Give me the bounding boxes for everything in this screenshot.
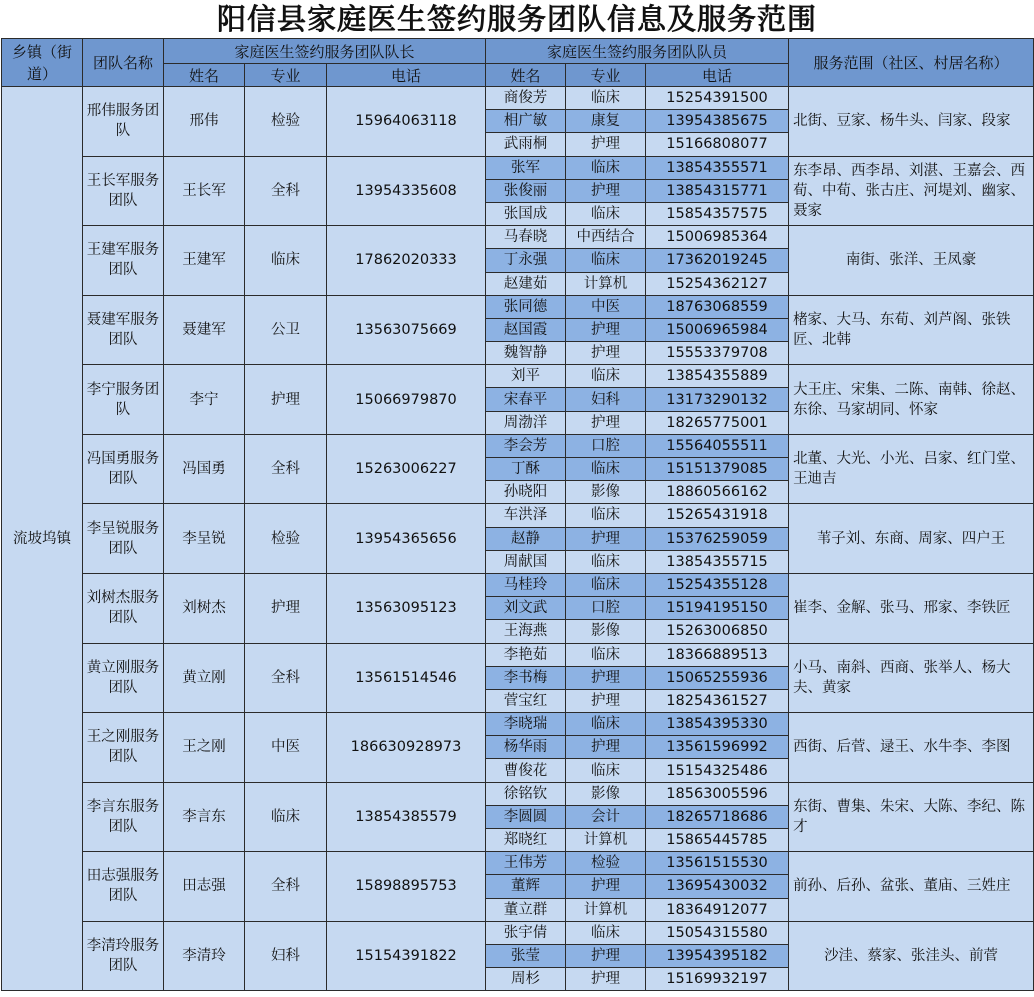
team-name-cell: 邢伟服务团队 — [83, 87, 164, 157]
member-phone-cell: 15194195150 — [646, 597, 789, 620]
member-specialty-cell: 临床 — [566, 249, 646, 272]
leader-specialty-cell: 全科 — [245, 643, 327, 713]
member-phone-cell: 15553379708 — [646, 342, 789, 365]
leader-specialty-cell: 临床 — [245, 226, 327, 296]
leader-name-cell: 李宁 — [164, 365, 245, 435]
member-phone-cell: 15154325486 — [646, 759, 789, 782]
member-name-cell: 杨华雨 — [486, 736, 566, 759]
team-name-cell: 聂建军服务团队 — [83, 295, 164, 365]
member-phone-cell: 15865445785 — [646, 829, 789, 852]
scope-cell: 南街、张洋、王凤豪 — [789, 226, 1034, 296]
member-name-cell: 赵静 — [486, 527, 566, 550]
team-name-cell: 李宁服务团队 — [83, 365, 164, 435]
team-name-cell: 冯国勇服务团队 — [83, 434, 164, 504]
member-phone-cell: 13854315771 — [646, 179, 789, 202]
member-phone-cell: 15854357575 — [646, 202, 789, 225]
member-specialty-cell: 临床 — [566, 921, 646, 944]
leader-phone-cell: 15898895753 — [327, 852, 486, 922]
header-member-group: 家庭医生签约服务团队队员 — [486, 39, 789, 64]
header-leader-group: 家庭医生签约服务团队队长 — [164, 39, 486, 64]
member-name-cell: 武雨桐 — [486, 133, 566, 156]
leader-name-cell: 聂建军 — [164, 295, 245, 365]
table-row — [2, 87, 1034, 110]
member-specialty-cell: 护理 — [566, 179, 646, 202]
team-name-cell: 李呈锐服务团队 — [83, 504, 164, 574]
member-name-cell: 赵建茹 — [486, 272, 566, 295]
header-member-phone: 电话 — [646, 64, 789, 87]
leader-phone-cell: 17862020333 — [327, 226, 486, 296]
table-row — [2, 434, 1034, 457]
scope-cell: 前孙、后孙、盆张、董庙、三姓庄 — [789, 852, 1034, 922]
header-team-name: 团队名称 — [83, 39, 164, 87]
member-phone-cell: 18860566162 — [646, 481, 789, 504]
member-phone-cell: 13854395330 — [646, 713, 789, 736]
member-phone-cell: 18563005596 — [646, 782, 789, 805]
member-specialty-cell: 计算机 — [566, 898, 646, 921]
member-phone-cell: 15065255936 — [646, 666, 789, 689]
member-name-cell: 李艳茹 — [486, 643, 566, 666]
member-name-cell: 刘文武 — [486, 597, 566, 620]
member-specialty-cell: 口腔 — [566, 434, 646, 457]
leader-specialty-cell: 临床 — [245, 782, 327, 852]
scope-cell: 北董、大光、小光、吕家、红门堂、王迪吉 — [789, 434, 1034, 504]
header-member-specialty: 专业 — [566, 64, 646, 87]
member-name-cell: 王伟芳 — [486, 852, 566, 875]
member-phone-cell: 15376259059 — [646, 527, 789, 550]
leader-specialty-cell: 护理 — [245, 573, 327, 643]
table-row — [2, 156, 1034, 179]
scope-cell: 小马、南斜、西商、张举人、杨大夫、黄家 — [789, 643, 1034, 713]
member-name-cell: 郑晓红 — [486, 829, 566, 852]
leader-phone-cell: 15964063118 — [327, 87, 486, 157]
team-name-cell: 王长军服务团队 — [83, 156, 164, 226]
scope-cell: 北街、豆家、杨牛头、闫家、段家 — [789, 87, 1034, 157]
leader-specialty-cell: 检验 — [245, 504, 327, 574]
leader-name-cell: 李清玲 — [164, 921, 245, 991]
table-row — [2, 504, 1034, 527]
member-specialty-cell: 影像 — [566, 620, 646, 643]
scope-cell: 崔李、金解、张马、邢家、李铁匠 — [789, 573, 1034, 643]
member-name-cell: 张同德 — [486, 295, 566, 318]
member-specialty-cell: 临床 — [566, 87, 646, 110]
member-phone-cell: 18265775001 — [646, 411, 789, 434]
leader-specialty-cell: 公卫 — [245, 295, 327, 365]
header-member-name: 姓名 — [486, 64, 566, 87]
member-name-cell: 商俊芳 — [486, 87, 566, 110]
member-phone-cell: 13854355889 — [646, 365, 789, 388]
member-specialty-cell: 临床 — [566, 550, 646, 573]
member-specialty-cell: 中医 — [566, 295, 646, 318]
member-specialty-cell: 临床 — [566, 365, 646, 388]
member-phone-cell: 13173290132 — [646, 388, 789, 411]
member-phone-cell: 13561596992 — [646, 736, 789, 759]
member-phone-cell: 15166808077 — [646, 133, 789, 156]
member-name-cell: 张军 — [486, 156, 566, 179]
member-name-cell: 魏智静 — [486, 342, 566, 365]
member-phone-cell: 15006965984 — [646, 318, 789, 341]
team-name-cell: 王之刚服务团队 — [83, 713, 164, 783]
leader-phone-cell: 13854385579 — [327, 782, 486, 852]
member-name-cell: 周杉 — [486, 968, 566, 991]
table-row — [2, 782, 1034, 805]
member-specialty-cell: 临床 — [566, 202, 646, 225]
member-phone-cell: 13954385675 — [646, 110, 789, 133]
scope-cell: 东李昂、西李昂、刘湛、王嘉会、西荀、中荀、张古庄、河堤刘、幽家、聂家 — [789, 156, 1034, 226]
member-specialty-cell: 护理 — [566, 944, 646, 967]
member-phone-cell: 18265718686 — [646, 805, 789, 828]
leader-name-cell: 刘树杰 — [164, 573, 245, 643]
member-name-cell: 曹俊花 — [486, 759, 566, 782]
member-name-cell: 菅宝红 — [486, 689, 566, 712]
scope-cell: 楮家、大马、东荀、刘芦阁、张铁匠、北韩 — [789, 295, 1034, 365]
scope-cell: 西街、后菅、逯王、水牛李、李图 — [789, 713, 1034, 783]
member-specialty-cell: 临床 — [566, 573, 646, 596]
member-phone-cell: 13561515530 — [646, 852, 789, 875]
member-name-cell: 李会芳 — [486, 434, 566, 457]
header-leader-phone: 电话 — [327, 64, 486, 87]
team-table — [1, 38, 1034, 991]
leader-phone-cell: 13563075669 — [327, 295, 486, 365]
leader-specialty-cell: 中医 — [245, 713, 327, 783]
scope-cell: 大王庄、宋集、二陈、南韩、徐赵、东徐、马家胡同、怀家 — [789, 365, 1034, 435]
member-phone-cell: 15564055511 — [646, 434, 789, 457]
table-row — [2, 852, 1034, 875]
member-phone-cell: 15151379085 — [646, 458, 789, 481]
leader-phone-cell: 15263006227 — [327, 434, 486, 504]
member-specialty-cell: 妇科 — [566, 388, 646, 411]
member-phone-cell: 18364912077 — [646, 898, 789, 921]
member-name-cell: 徐铭钦 — [486, 782, 566, 805]
member-specialty-cell: 临床 — [566, 504, 646, 527]
table-row — [2, 295, 1034, 318]
member-name-cell: 丁永强 — [486, 249, 566, 272]
leader-phone-cell: 186630928973 — [327, 713, 486, 783]
table-row — [2, 921, 1034, 944]
member-specialty-cell: 计算机 — [566, 272, 646, 295]
member-specialty-cell: 临床 — [566, 458, 646, 481]
member-specialty-cell: 康复 — [566, 110, 646, 133]
member-phone-cell: 15254391500 — [646, 87, 789, 110]
member-name-cell: 张莹 — [486, 944, 566, 967]
leader-name-cell: 李言东 — [164, 782, 245, 852]
town-cell: 流坡坞镇 — [2, 87, 83, 991]
table-row — [2, 643, 1034, 666]
table-row — [2, 365, 1034, 388]
leader-specialty-cell: 全科 — [245, 434, 327, 504]
member-phone-cell: 13854355571 — [646, 156, 789, 179]
member-name-cell: 董辉 — [486, 875, 566, 898]
team-name-cell: 李言东服务团队 — [83, 782, 164, 852]
leader-name-cell: 冯国勇 — [164, 434, 245, 504]
leader-name-cell: 黄立刚 — [164, 643, 245, 713]
team-name-cell: 李清玲服务团队 — [83, 921, 164, 991]
leader-phone-cell: 13954335608 — [327, 156, 486, 226]
member-specialty-cell: 会计 — [566, 805, 646, 828]
header-town: 乡镇（街道） — [2, 39, 83, 87]
table-row — [2, 226, 1034, 249]
table-row — [2, 713, 1034, 736]
member-phone-cell: 15254355128 — [646, 573, 789, 596]
member-name-cell: 丁酥 — [486, 458, 566, 481]
member-phone-cell: 15263006850 — [646, 620, 789, 643]
team-name-cell: 刘树杰服务团队 — [83, 573, 164, 643]
member-name-cell: 周渤洋 — [486, 411, 566, 434]
member-phone-cell: 13954395182 — [646, 944, 789, 967]
header-scope: 服务范围（社区、村居名称） — [789, 39, 1034, 87]
member-phone-cell: 15054315580 — [646, 921, 789, 944]
scope-cell: 苇子刘、东商、周家、四户王 — [789, 504, 1034, 574]
member-name-cell: 周献国 — [486, 550, 566, 573]
team-name-cell: 王建军服务团队 — [83, 226, 164, 296]
member-specialty-cell: 检验 — [566, 852, 646, 875]
member-phone-cell: 15169932197 — [646, 968, 789, 991]
leader-phone-cell: 15066979870 — [327, 365, 486, 435]
leader-name-cell: 王建军 — [164, 226, 245, 296]
leader-name-cell: 王长军 — [164, 156, 245, 226]
scope-cell: 东街、曹集、朱宋、大陈、李纪、陈才 — [789, 782, 1034, 852]
member-name-cell: 马春晓 — [486, 226, 566, 249]
leader-phone-cell: 13563095123 — [327, 573, 486, 643]
member-phone-cell: 18366889513 — [646, 643, 789, 666]
team-name-cell: 黄立刚服务团队 — [83, 643, 164, 713]
member-name-cell: 李圆圆 — [486, 805, 566, 828]
member-specialty-cell: 口腔 — [566, 597, 646, 620]
member-name-cell: 张宇倩 — [486, 921, 566, 944]
leader-name-cell: 田志强 — [164, 852, 245, 922]
leader-name-cell: 王之刚 — [164, 713, 245, 783]
header-leader-specialty: 专业 — [245, 64, 327, 87]
leader-phone-cell: 15154391822 — [327, 921, 486, 991]
member-name-cell: 赵国霞 — [486, 318, 566, 341]
member-phone-cell: 13854355715 — [646, 550, 789, 573]
member-specialty-cell: 临床 — [566, 643, 646, 666]
leader-specialty-cell: 护理 — [245, 365, 327, 435]
member-name-cell: 李晓瑞 — [486, 713, 566, 736]
member-name-cell: 王海燕 — [486, 620, 566, 643]
member-phone-cell: 13695430032 — [646, 875, 789, 898]
member-name-cell: 刘平 — [486, 365, 566, 388]
member-specialty-cell: 护理 — [566, 133, 646, 156]
member-phone-cell: 18763068559 — [646, 295, 789, 318]
member-specialty-cell: 临床 — [566, 156, 646, 179]
member-name-cell: 马桂玲 — [486, 573, 566, 596]
scope-cell: 沙洼、蔡家、张洼头、前菅 — [789, 921, 1034, 991]
member-phone-cell: 17362019245 — [646, 249, 789, 272]
member-specialty-cell: 影像 — [566, 782, 646, 805]
table-body — [2, 87, 1034, 991]
member-name-cell: 宋春平 — [486, 388, 566, 411]
leader-specialty-cell: 全科 — [245, 156, 327, 226]
member-name-cell: 相广敏 — [486, 110, 566, 133]
leader-phone-cell: 13954365656 — [327, 504, 486, 574]
header-leader-name: 姓名 — [164, 64, 245, 87]
table-header — [2, 39, 1034, 87]
member-phone-cell: 15265431918 — [646, 504, 789, 527]
member-specialty-cell: 护理 — [566, 666, 646, 689]
member-name-cell: 车洪泽 — [486, 504, 566, 527]
member-name-cell: 孙晓阳 — [486, 481, 566, 504]
member-specialty-cell: 影像 — [566, 481, 646, 504]
member-specialty-cell: 护理 — [566, 411, 646, 434]
member-specialty-cell: 护理 — [566, 318, 646, 341]
member-specialty-cell: 护理 — [566, 875, 646, 898]
member-specialty-cell: 护理 — [566, 689, 646, 712]
leader-phone-cell: 13561514546 — [327, 643, 486, 713]
member-phone-cell: 15254362127 — [646, 272, 789, 295]
member-name-cell: 张俊丽 — [486, 179, 566, 202]
member-name-cell: 张国成 — [486, 202, 566, 225]
member-phone-cell: 18254361527 — [646, 689, 789, 712]
member-specialty-cell: 临床 — [566, 759, 646, 782]
team-name-cell: 田志强服务团队 — [83, 852, 164, 922]
member-specialty-cell: 中西结合 — [566, 226, 646, 249]
table-row — [2, 573, 1034, 596]
member-specialty-cell: 临床 — [566, 713, 646, 736]
member-name-cell: 董立群 — [486, 898, 566, 921]
member-specialty-cell: 护理 — [566, 342, 646, 365]
leader-specialty-cell: 全科 — [245, 852, 327, 922]
member-specialty-cell: 计算机 — [566, 829, 646, 852]
leader-name-cell: 邢伟 — [164, 87, 245, 157]
leader-specialty-cell: 妇科 — [245, 921, 327, 991]
page-title: 阳信县家庭医生签约服务团队信息及服务范围 — [216, 2, 817, 36]
leader-name-cell: 李呈锐 — [164, 504, 245, 574]
member-specialty-cell: 护理 — [566, 736, 646, 759]
member-specialty-cell: 护理 — [566, 968, 646, 991]
leader-specialty-cell: 检验 — [245, 87, 327, 157]
member-phone-cell: 15006985364 — [646, 226, 789, 249]
member-name-cell: 李书梅 — [486, 666, 566, 689]
member-specialty-cell: 护理 — [566, 527, 646, 550]
